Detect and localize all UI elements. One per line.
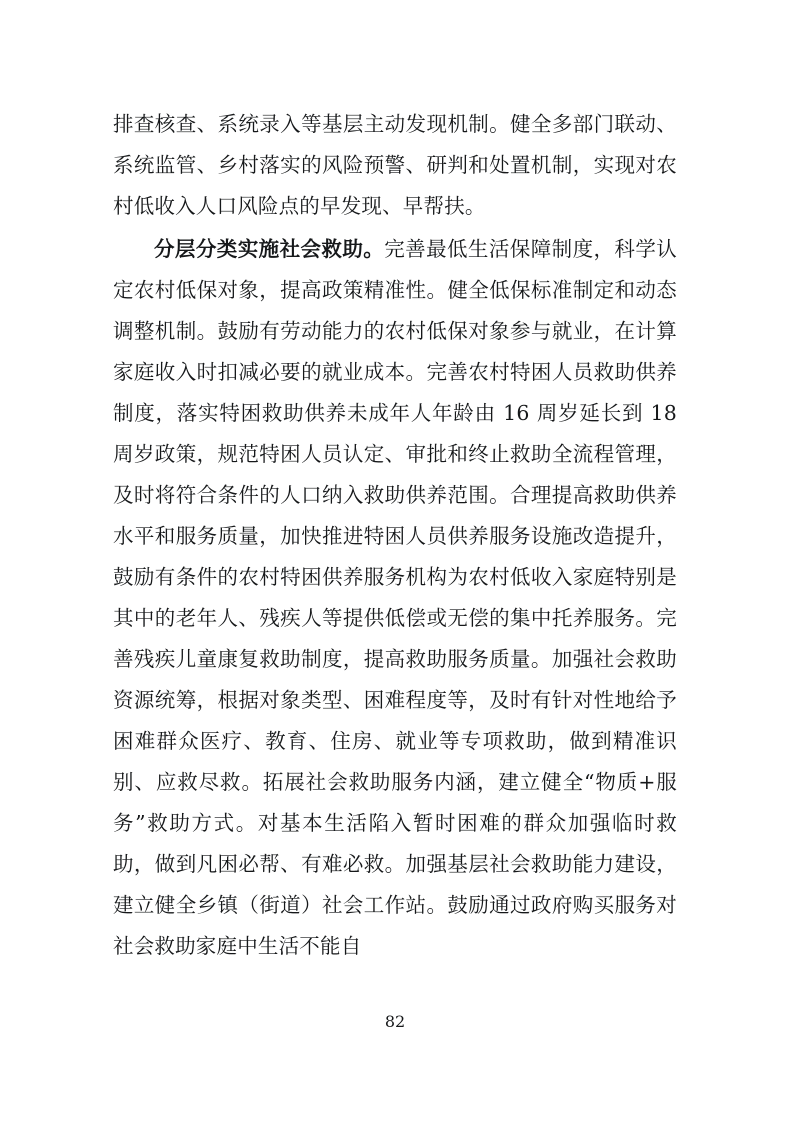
paragraph-text: 完善最低生活保障制度，科学认定农村低保对象，提高政策精准性。健全低保标准制定和动态调整机制。鼓励有劳动能力的农村低保对象参与就业，在计算家庭收入时扣减必要的就业成本。完善农村特困人员救助供养制度，落实特困救助供养未成年人年龄由 16 周岁延长到 18 周岁政策，规范特困人员认定、审批和终止救助全流程管理，及时将符合条件的人口纳入救助供养范围。合理提高救助供养水平和服务质量，加快推进特困人员供养服务设施改造提升，鼓励有条件的农村特困供养服务机构为农村低收入家庭特别是其中的老年人、残疾人等提供低偿或无偿的集中托养服务。完善残疾儿童康复救助制度，提高救助服务质量。加强社会救助资源统筹，根据对象类型、困难程度等，及时有针对性地给予困难群众医疗、教育、住房、就业等专项救助，做到精准识别、应救尽救。拓展社会救助服务内涵，建立健全“物质+服务”救助方式。对基本生活陷入暂时困难的群众加强临时救助，做到凡困必帮、有难必救。加强基层社会救助能力建设，建立健全乡镇（街道）社会工作站。鼓励通过政府购买服务对社会救助家庭中生活不能自 (113, 237, 677, 958)
page-body (113, 104, 677, 967)
paragraph-social-assistance (113, 229, 677, 967)
paragraph-text: 排查核查、系统录入等基层主动发现机制。健全多部门联动、系统监管、乡村落实的风险预警、研判和处置机制，实现对农村低收入人口风险点的早发现、早帮扶。 (113, 112, 677, 218)
paragraph-heading-inline: 分层分类实施社会救助。 (154, 237, 385, 261)
page-number: 82 (384, 1012, 406, 1031)
paragraph-continuation (113, 104, 677, 227)
